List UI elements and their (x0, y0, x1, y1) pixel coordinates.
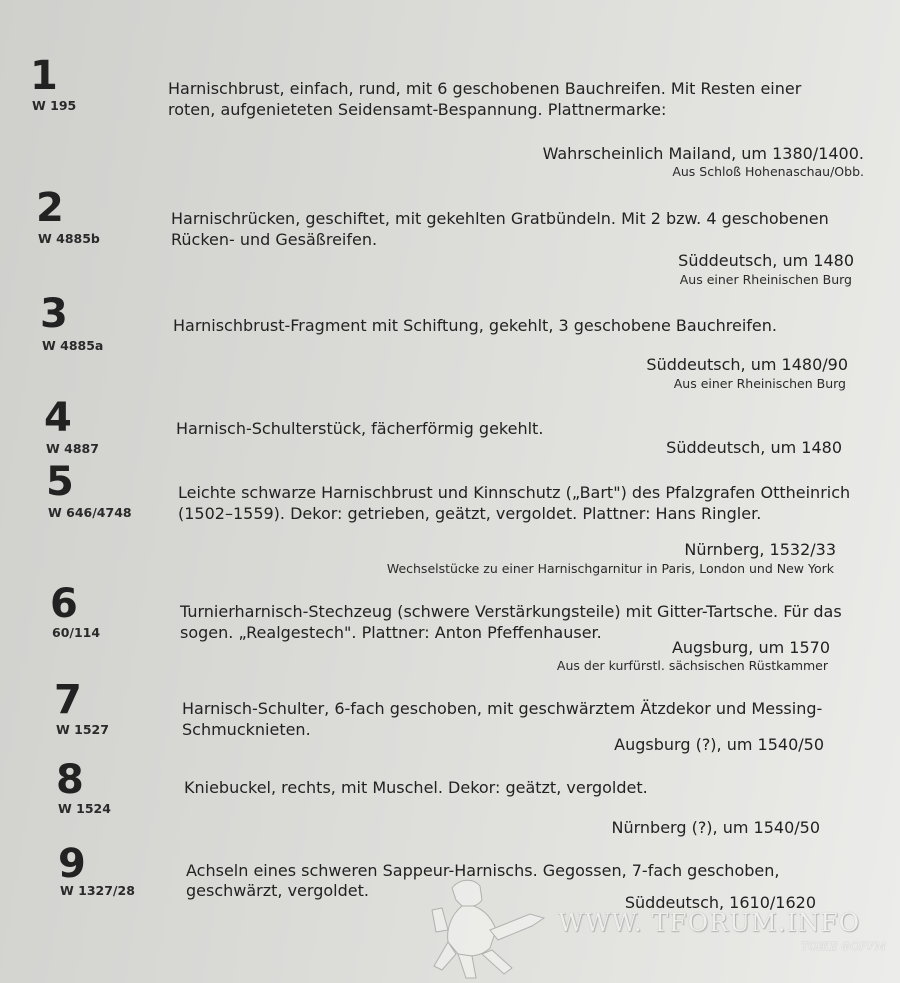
knight-logo-icon (412, 870, 562, 983)
inventory-number: W 4885b (38, 231, 100, 246)
entry-number: 5 (46, 459, 74, 505)
inventory-number: W 4887 (46, 441, 99, 456)
entry-provenance: Aus der kurfürstl. sächsischen Rüstkammer (556, 658, 828, 673)
inventory-number: W 646/4748 (48, 505, 132, 520)
entry-description-line-1: Harnischrücken, geschiftet, mit gekehlten Gratbündeln. Mit 2 bzw. 4 geschobenen (171, 209, 829, 228)
entry-description-line-1: Harnisch-Schulterstück, fächerförmig gekehlt. (176, 419, 544, 438)
entry-number: 9 (58, 841, 86, 887)
entry-number: 8 (56, 757, 84, 803)
watermark (410, 870, 900, 983)
inventory-number: W 1524 (58, 801, 111, 816)
entry-number: 2 (36, 185, 64, 231)
entry-origin: Nürnberg, 1532/33 (684, 540, 836, 559)
entry-number: 3 (40, 291, 68, 337)
entry-provenance: Aus einer Rheinischen Burg (679, 272, 852, 287)
entry-description-line-2: Rücken- und Gesäßreifen. (171, 230, 378, 249)
entry-number: 1 (30, 53, 58, 99)
entry-origin: Nürnberg (?), um 1540/50 (611, 818, 820, 837)
entry-origin: Augsburg (?), um 1540/50 (614, 735, 824, 754)
entry-provenance: Aus einer Rheinischen Burg (673, 376, 846, 391)
entry-description-line-1: Leichte schwarze Harnischbrust und Kinnschutz („Bart") des Pfalzgrafen Ottheinrich (178, 483, 851, 502)
entry-origin: Süddeutsch, um 1480 (678, 251, 854, 270)
entry-description-line-1: Turnierharnisch-Stechzeug (schwere Verstärkungsteile) mit Gitter-Tartsche. Für das (180, 602, 842, 621)
entry-description-line-1: Harnischbrust-Fragment mit Schiftung, gekehlt, 3 geschobene Bauchreifen. (173, 316, 777, 335)
entry-number: 6 (50, 581, 78, 627)
entry-origin: Süddeutsch, um 1480/90 (646, 355, 848, 374)
entry-description-line-1: Harnisch-Schulter, 6-fach geschoben, mit geschwärztem Ätzdekor und Messing- (182, 699, 823, 718)
entry-description-line-2: (1502–1559). Dekor: getrieben, geätzt, vergoldet. Plattner: Hans Ringler. (178, 504, 762, 523)
entry-number: 7 (54, 677, 82, 723)
entry-provenance: Aus Schloß Hohenaschau/Obb. (672, 164, 864, 179)
entry-origin: Wahrscheinlich Mailand, um 1380/1400. (542, 144, 864, 163)
inventory-number: W 1527 (56, 722, 109, 737)
inventory-number: W 4885a (42, 338, 104, 353)
inventory-number: 60/114 (52, 625, 101, 640)
entry-description-line-2: Schmucknieten. (182, 720, 311, 739)
entry-description-line-1: Achseln eines schweren Sappeur-Harnischs. Gegossen, 7-fach geschoben, (186, 861, 780, 880)
entry-description-line-1: Harnischbrust, einfach, rund, mit 6 geschobenen Bauchreifen. Mit Resten einer (168, 79, 802, 98)
entry-provenance: Wechselstücke zu einer Harnischgarnitur in Paris, London und New York (386, 561, 834, 576)
watermark-subtext: ТОЖЕ ФОРУМ (800, 940, 886, 953)
entry-description-line-2: roten, aufgenieteten Seidensamt-Bespannung. Plattnermarke: (168, 100, 667, 119)
entry-origin: Süddeutsch, um 1480 (666, 438, 842, 457)
watermark-text: WWW. TFORUM.INFO (558, 908, 861, 937)
inventory-number: W 1327/28 (60, 883, 135, 898)
entry-description-line-1: Kniebuckel, rechts, mit Muschel. Dekor: geätzt, vergoldet. (184, 778, 648, 797)
entry-description-line-2: geschwärzt, vergoldet. (186, 881, 369, 900)
entry-description-line-2: sogen. „Realgestech". Plattner: Anton Pfeffenhauser. (180, 623, 602, 642)
entry-origin: Augsburg, um 1570 (671, 638, 830, 657)
inventory-number: W 195 (32, 98, 77, 113)
entry-origin: Süddeutsch, 1610/1620 (624, 893, 816, 912)
entry-number: 4 (44, 395, 72, 441)
